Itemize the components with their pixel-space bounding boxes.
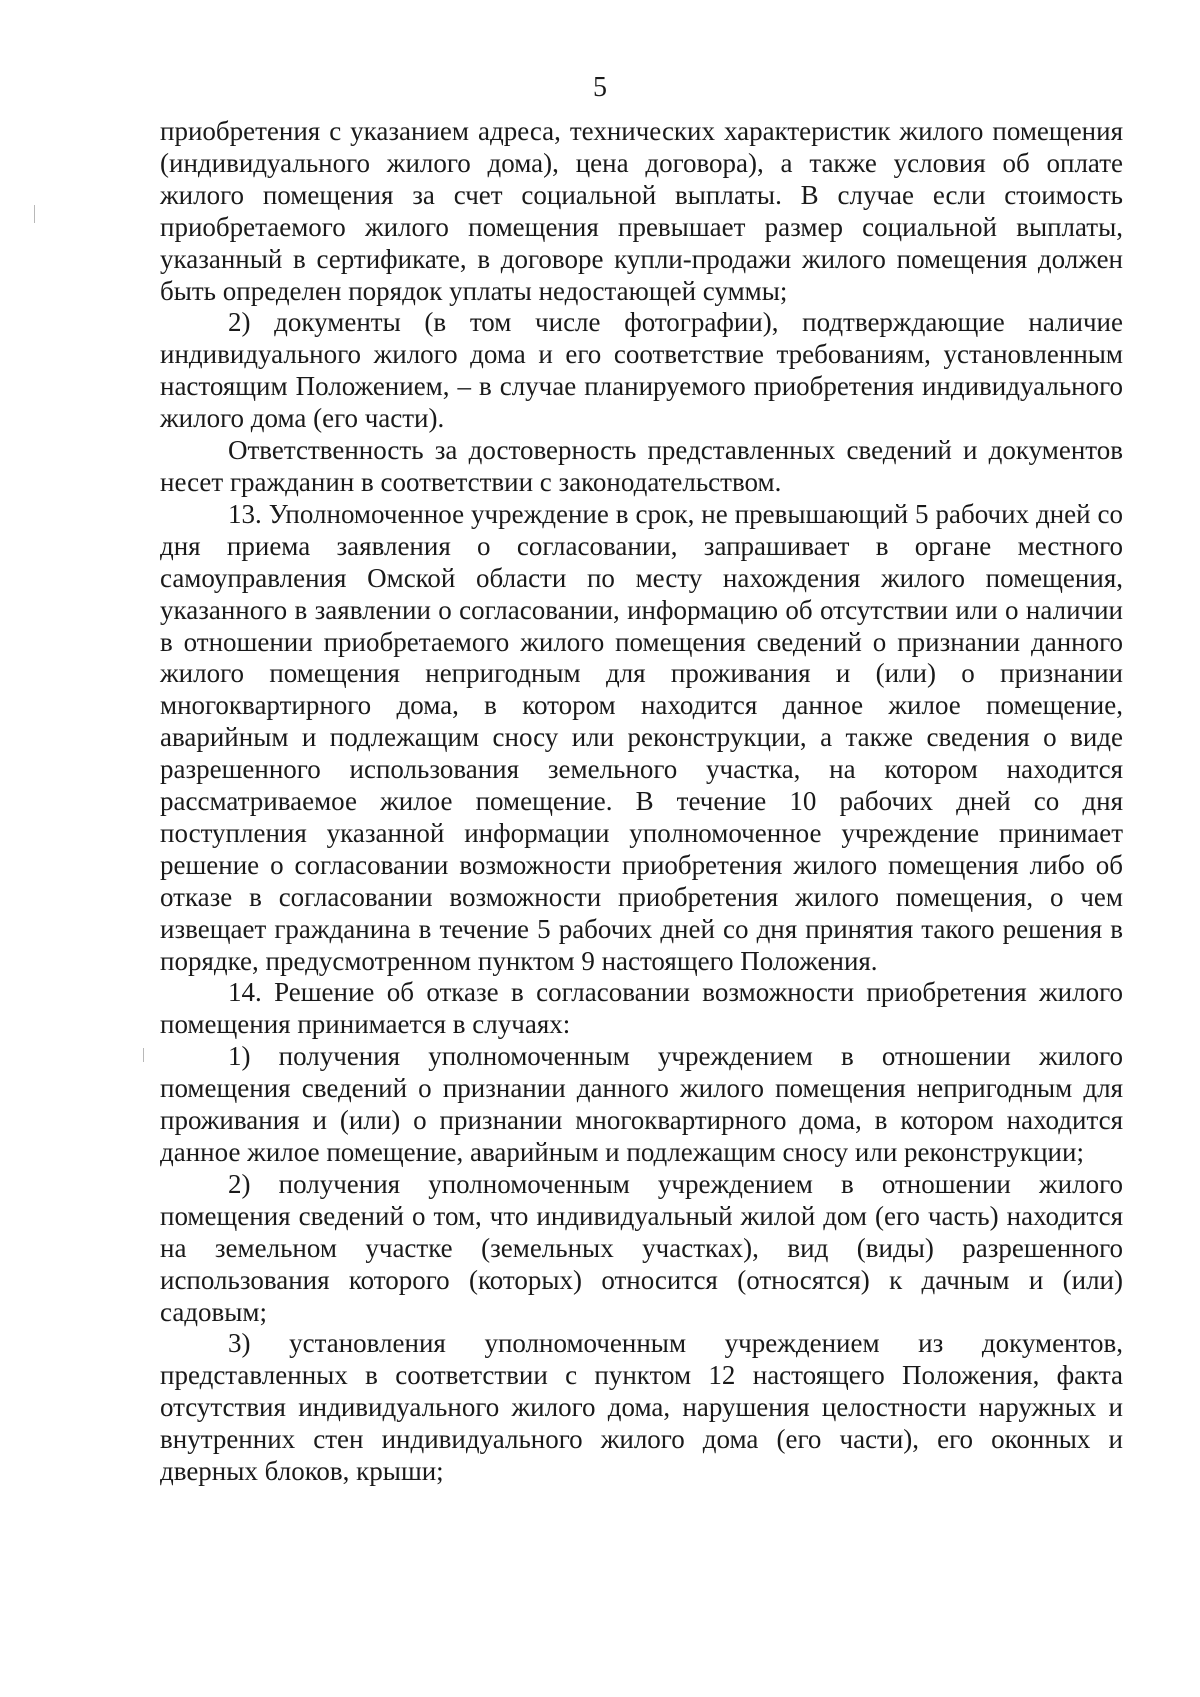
paragraph-responsibility: Ответственность за достоверность представленных сведений и документов несет гражданин в соответствии с законодательством. [160,435,1123,497]
paragraph-section-13: 13. Уполномоченное учреждение в срок, не превышающий 5 рабочих дней со дня приема заявления о согласовании, запрашивает в органе местного самоуправления Омской области по месту нахождения жилого помещения, указанного в заявлении о согласовании, информацию об отсутствии или о наличии в отношении приобретаемого жилого помещения сведений о признании данного жилого помещения непригодным для проживания и (или) о признании многоквартирного дома, в котором находится данное жилое помещение, аварийным и подлежащим сносу или реконструкции, а также сведения о виде разрешенного использования земельного участка, на котором находится рассматриваемое жилое помещение. В течение 10 рабочих дней со дня поступления указанной информации уполномоченное учреждение принимает решение о согласовании возможности приобретения жилого помещения либо об отказе в согласовании возможности приобретения жилого помещения, о чем извещает гражданина в течение 5 рабочих дней со дня принятия такого решения в порядке, предусмотренном пунктом 9 настоящего Положения. [160,498,1123,976]
paragraph-case-2: 2) получения уполномоченным учреждением в отношении жилого помещения сведений о том, что индивидуальный жилой дом (его часть) находится на земельном участке (земельных участках), вид (виды) разрешенного использования которого (которых) относится (относятся) к дачным и (или) садовым; [160,1168,1123,1327]
document-body [160,116,1123,1488]
paragraph-item-2-documents: 2) документы (в том числе фотографии), подтверждающие наличие индивидуального жилого дома и его соответствие требованиям, установленным настоящим Положением, – в случае планируемого приобретения индивидуального жилого дома (его части). [160,307,1123,434]
paragraph-case-1: 1) получения уполномоченным учреждением в отношении жилого помещения сведений о признании данного жилого помещения непригодным для проживания и (или) о признании многоквартирного дома, в котором находится данное жилое помещение, аварийным и подлежащим сносу или реконструкции; [160,1041,1123,1167]
paragraph-case-3: 3) установления уполномоченным учреждением из документов, представленных в соответствии с пунктом 12 настоящего Положения, факта отсутствия индивидуального жилого дома, нарушения целостности наружных и внутренних стен индивидуального жилого дома (его части), его оконных и дверных блоков, крыши; [160,1328,1123,1487]
page-number: 5 [593,72,607,103]
scan-artifact-left-lower [143,1048,144,1062]
paragraph-section-14: 14. Решение об отказе в согласовании возможности приобретения жилого помещения принимается в случаях: [160,977,1123,1040]
scan-artifact-left [34,205,35,223]
paragraph-continuation: приобретения с указанием адреса, технических характеристик жилого помещения (индивидуального жилого дома), цена договора), а также условия об оплате жилого помещения за счет социальной выплаты. В случае если стоимость приобретаемого жилого помещения превышает размер социальной выплаты, указанный в сертификате, в договоре купли-продажи жилого помещения должен быть определен порядок уплаты недостающей суммы; [160,116,1123,306]
